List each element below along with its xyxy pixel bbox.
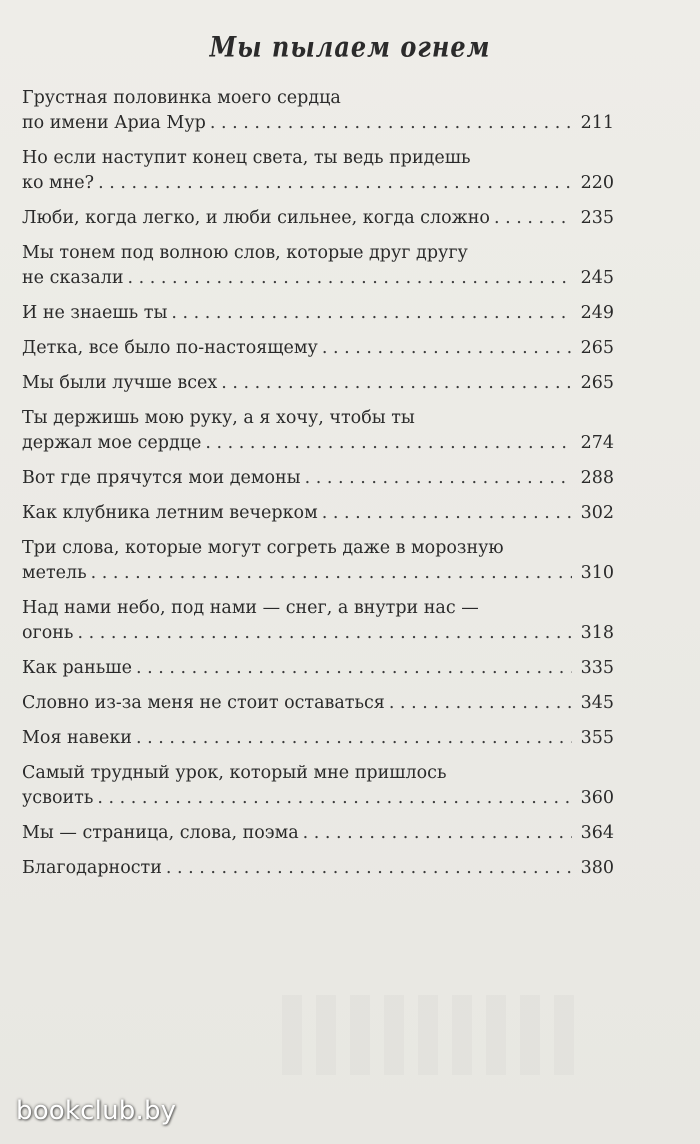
dot-leader [91, 561, 572, 586]
table-of-contents [22, 86, 614, 891]
toc-page-number: 265 [580, 338, 614, 358]
toc-entry-line [22, 406, 614, 431]
toc-page-number: 235 [580, 208, 614, 228]
toc-entry-title: Вот где прячутся мои демоны [22, 468, 301, 488]
toc-entry [22, 466, 614, 491]
toc-entry-last-line [22, 786, 614, 811]
toc-entry [22, 536, 614, 586]
toc-page-number: 265 [580, 373, 614, 393]
toc-entry [22, 726, 614, 751]
toc-page-number: 364 [580, 823, 614, 843]
dot-leader [210, 111, 572, 136]
toc-page-number: 211 [580, 113, 614, 133]
toc-entry [22, 596, 614, 646]
dot-leader [98, 171, 572, 196]
watermark-text: bookclub.by [16, 1096, 177, 1126]
toc-entry-title: Детка, все было по-настоящему [22, 338, 318, 358]
toc-page-number: 318 [580, 623, 614, 643]
toc-entry-title: И не знаешь ты [22, 303, 168, 323]
toc-entry-last-line [22, 656, 614, 681]
toc-page-number: 245 [580, 268, 614, 288]
toc-entry-last-line [22, 561, 614, 586]
toc-page-number: 310 [580, 563, 614, 583]
toc-entry-title: Грустная половинка моего сердца [22, 88, 341, 108]
toc-page-number: 360 [580, 788, 614, 808]
toc-entry [22, 371, 614, 396]
toc-entry-title: Три слова, которые могут согреть даже в морозную [22, 538, 504, 558]
toc-entry-line [22, 241, 614, 266]
toc-entry-last-line [22, 821, 614, 846]
toc-entry-last-line [22, 266, 614, 291]
toc-entry-line [22, 761, 614, 786]
dot-leader [136, 726, 572, 751]
toc-entry-title: ко мне? [22, 173, 95, 193]
toc-entry-title: Люби, когда легко, и люби сильнее, когда сложно [22, 208, 490, 228]
dot-leader [305, 466, 572, 491]
toc-entry-title: держал мое сердце [22, 433, 202, 453]
dot-leader [389, 691, 572, 716]
dot-leader [322, 336, 572, 361]
toc-entry [22, 821, 614, 846]
toc-entry-last-line [22, 856, 614, 881]
toc-entry-title: метель [22, 563, 87, 583]
dot-leader [166, 856, 572, 881]
toc-entry-title: по имени Ариа Мур [22, 113, 206, 133]
dot-leader [128, 266, 572, 291]
dot-leader [221, 371, 572, 396]
toc-page-number: 302 [580, 503, 614, 523]
toc-page-number: 220 [580, 173, 614, 193]
toc-page-number: 355 [580, 728, 614, 748]
dot-leader [494, 206, 572, 231]
toc-entry-last-line [22, 301, 614, 326]
toc-entry-last-line [22, 336, 614, 361]
toc-page-number: 345 [580, 693, 614, 713]
toc-entry [22, 406, 614, 456]
toc-entry-line [22, 146, 614, 171]
toc-entry-last-line [22, 501, 614, 526]
toc-entry-last-line [22, 111, 614, 136]
toc-entry [22, 856, 614, 881]
toc-entry-title: Самый трудный урок, который мне пришлось [22, 763, 447, 783]
toc-entry-title: Моя навеки [22, 728, 132, 748]
toc-page-number: 380 [580, 858, 614, 878]
toc-entry-title: Мы тонем под волною слов, которые друг другу [22, 243, 468, 263]
toc-page-number: 335 [580, 658, 614, 678]
toc-entry [22, 241, 614, 291]
toc-entry [22, 501, 614, 526]
toc-entry-title: Но если наступит конец света, ты ведь придешь [22, 148, 471, 168]
toc-entry-last-line [22, 206, 614, 231]
show-through-bleed [282, 995, 582, 1075]
toc-entry-title: Мы — страница, слова, поэма [22, 823, 299, 843]
toc-page-number: 274 [580, 433, 614, 453]
dot-leader [97, 786, 572, 811]
toc-entry [22, 761, 614, 811]
dot-leader [205, 431, 572, 456]
toc-entry [22, 656, 614, 681]
dot-leader [77, 621, 572, 646]
toc-entry-last-line [22, 371, 614, 396]
toc-entry-title: огонь [22, 623, 74, 643]
toc-entry-last-line [22, 466, 614, 491]
dot-leader [171, 301, 572, 326]
toc-entry-title: Благодарности [22, 858, 162, 878]
toc-entry-line [22, 596, 614, 621]
toc-entry [22, 301, 614, 326]
toc-entry-title: Словно из-за меня не стоит оставаться [22, 693, 385, 713]
dot-leader [303, 821, 572, 846]
toc-entry-last-line [22, 171, 614, 196]
toc-entry-title: усвоить [22, 788, 94, 808]
toc-entry [22, 691, 614, 716]
toc-entry-last-line [22, 691, 614, 716]
toc-entry-title: Как раньше [22, 658, 132, 678]
toc-entry-last-line [22, 431, 614, 456]
toc-entry-title: Ты держишь мою руку, а я хочу, чтобы ты [22, 408, 415, 428]
toc-entry-line [22, 536, 614, 561]
toc-entry [22, 86, 614, 136]
toc-page-number: 288 [580, 468, 614, 488]
toc-entry-title: Мы были лучше всех [22, 373, 218, 393]
toc-page-number: 249 [580, 303, 614, 323]
toc-entry-title: Над нами небо, под нами — снег, а внутри нас — [22, 598, 479, 618]
toc-entry-last-line [22, 621, 614, 646]
dot-leader [136, 656, 572, 681]
dot-leader [322, 501, 572, 526]
toc-entry-line [22, 86, 614, 111]
toc-entry-title: не сказали [22, 268, 124, 288]
toc-entry-last-line [22, 726, 614, 751]
toc-entry [22, 336, 614, 361]
toc-entry-title: Как клубника летним вечерком [22, 503, 318, 523]
toc-entry [22, 146, 614, 196]
toc-entry [22, 206, 614, 231]
page-header-title: Мы пылаем огнем [209, 29, 491, 64]
